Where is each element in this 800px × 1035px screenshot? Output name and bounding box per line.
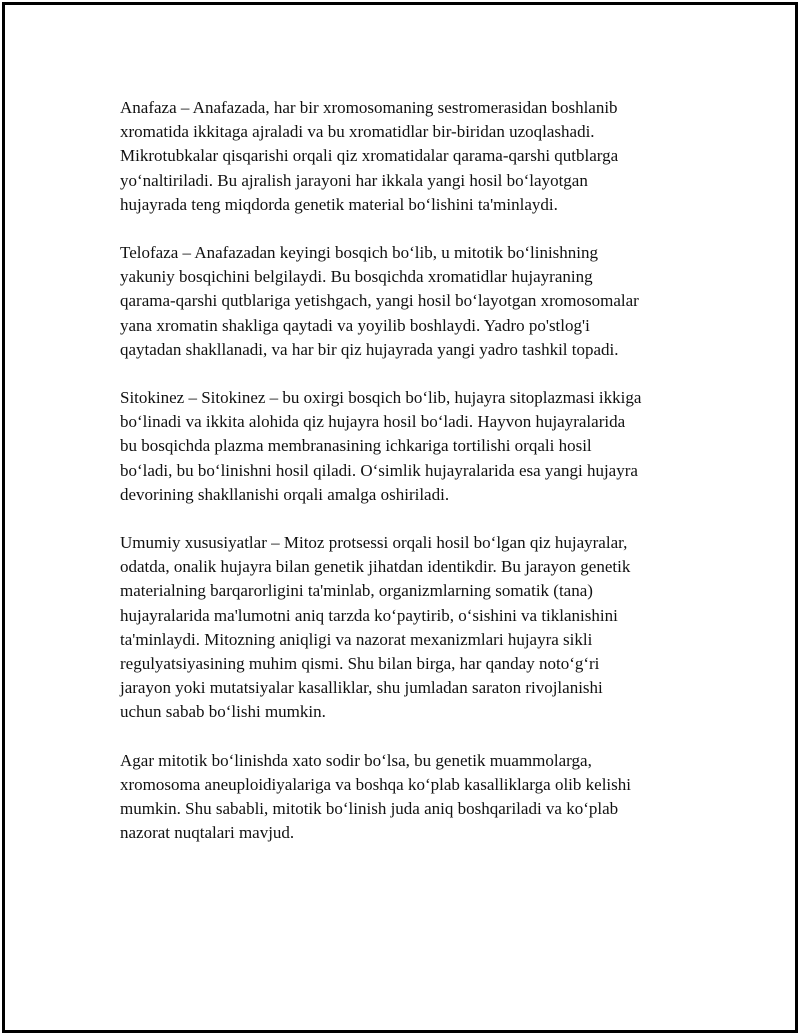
text-line: nazorat nuqtalari mavjud.	[120, 823, 295, 843]
text-line: bu bosqichda plazma membranasining ichkariga tortilishi orqali hosil	[120, 436, 592, 456]
paragraph-telofaza	[120, 241, 695, 362]
paragraph-xulosa	[120, 749, 695, 846]
text-line: hujayralarida ma'lumotni aniq tarzda ko‘paytirib, o‘sishini va tiklanishini	[120, 605, 618, 625]
document-body	[120, 96, 695, 869]
text-line: regulyatsiyasining muhim qismi. Shu bilan birga, har qanday noto‘g‘ri	[120, 654, 600, 674]
text-line: xromatida ikkitaga ajraladi va bu xromatidlar bir-biridan uzoqlashadi.	[120, 122, 595, 142]
text-line: devorining shakllanishi orqali amalga oshiriladi.	[120, 484, 450, 504]
text-line: Umumiy xususiyatlar – Mitoz protsessi orqali hosil bo‘lgan qiz hujayralar,	[120, 533, 628, 553]
text-line: mumkin. Shu sababli, mitotik bo‘linish juda aniq boshqariladi va ko‘plab	[120, 799, 619, 819]
text-line: odatda, onalik hujayra bilan genetik jihatdan identikdir. Bu jarayon genetik	[120, 557, 631, 577]
text-line: Anafaza – Anafazada, har bir xromosomaning sestromerasidan boshlanib	[120, 98, 618, 117]
text-line: materialning barqarorligini ta'minlab, organizmlarning somatik (tana)	[120, 581, 593, 601]
text-line: uchun sabab bo‘lishi mumkin.	[120, 702, 326, 722]
text-line: hujayrada teng miqdorda genetik material bo‘lishini ta'minlaydi.	[120, 194, 558, 214]
text-line: qarama-qarshi qutblariga yetishgach, yangi hosil bo‘layotgan xromosomalar	[120, 291, 639, 311]
text-line: Agar mitotik bo‘linishda xato sodir bo‘lsa, bu genetik muammolarga,	[120, 750, 592, 770]
text-line: bo‘ladi, bu bo‘linishni hosil qiladi. O‘simlik hujayralarida esa yangi hujayra	[120, 460, 638, 480]
text-line: qaytadan shakllanadi, va har bir qiz hujayrada yangi yadro tashkil topadi.	[120, 339, 619, 359]
text-line: yana xromatin shakliga qaytadi va yoyilib boshlaydi. Yadro po'stlog'i	[120, 315, 590, 335]
text-line: yo‘naltiriladi. Bu ajralish jarayoni har ikkala yangi hosil bo‘layotgan	[120, 170, 588, 190]
text-line: yakuniy bosqichini belgilaydi. Bu bosqichda xromatidlar hujayraning	[120, 267, 593, 287]
text-line: xromosoma aneuploidiyalariga va boshqa ko‘plab kasalliklarga olib kelishi	[120, 774, 631, 794]
paragraph-umumiy-xususiyatlar	[120, 531, 695, 725]
text-line: ta'minlaydi. Mitozning aniqligi va nazorat mexanizmlari hujayra sikli	[120, 629, 593, 649]
text-line: Sitokinez – Sitokinez – bu oxirgi bosqich bo‘lib, hujayra sitoplazmasi ikkiga	[120, 388, 642, 408]
text-line: jarayon yoki mutatsiyalar kasalliklar, shu jumladan saraton rivojlanishi	[120, 678, 603, 698]
page-border	[2, 2, 798, 1033]
text-line: Mikrotubkalar qisqarishi orqali qiz xromatidalar qarama-qarshi qutblarga	[120, 146, 619, 166]
paragraph-sitokinez	[120, 386, 695, 507]
text-line: Telofaza – Anafazadan keyingi bosqich bo‘lib, u mitotik bo‘linishning	[120, 243, 599, 263]
paragraph-anafaza	[120, 96, 695, 217]
text-line: bo‘linadi va ikkita alohida qiz hujayra hosil bo‘ladi. Hayvon hujayralarida	[120, 412, 626, 432]
